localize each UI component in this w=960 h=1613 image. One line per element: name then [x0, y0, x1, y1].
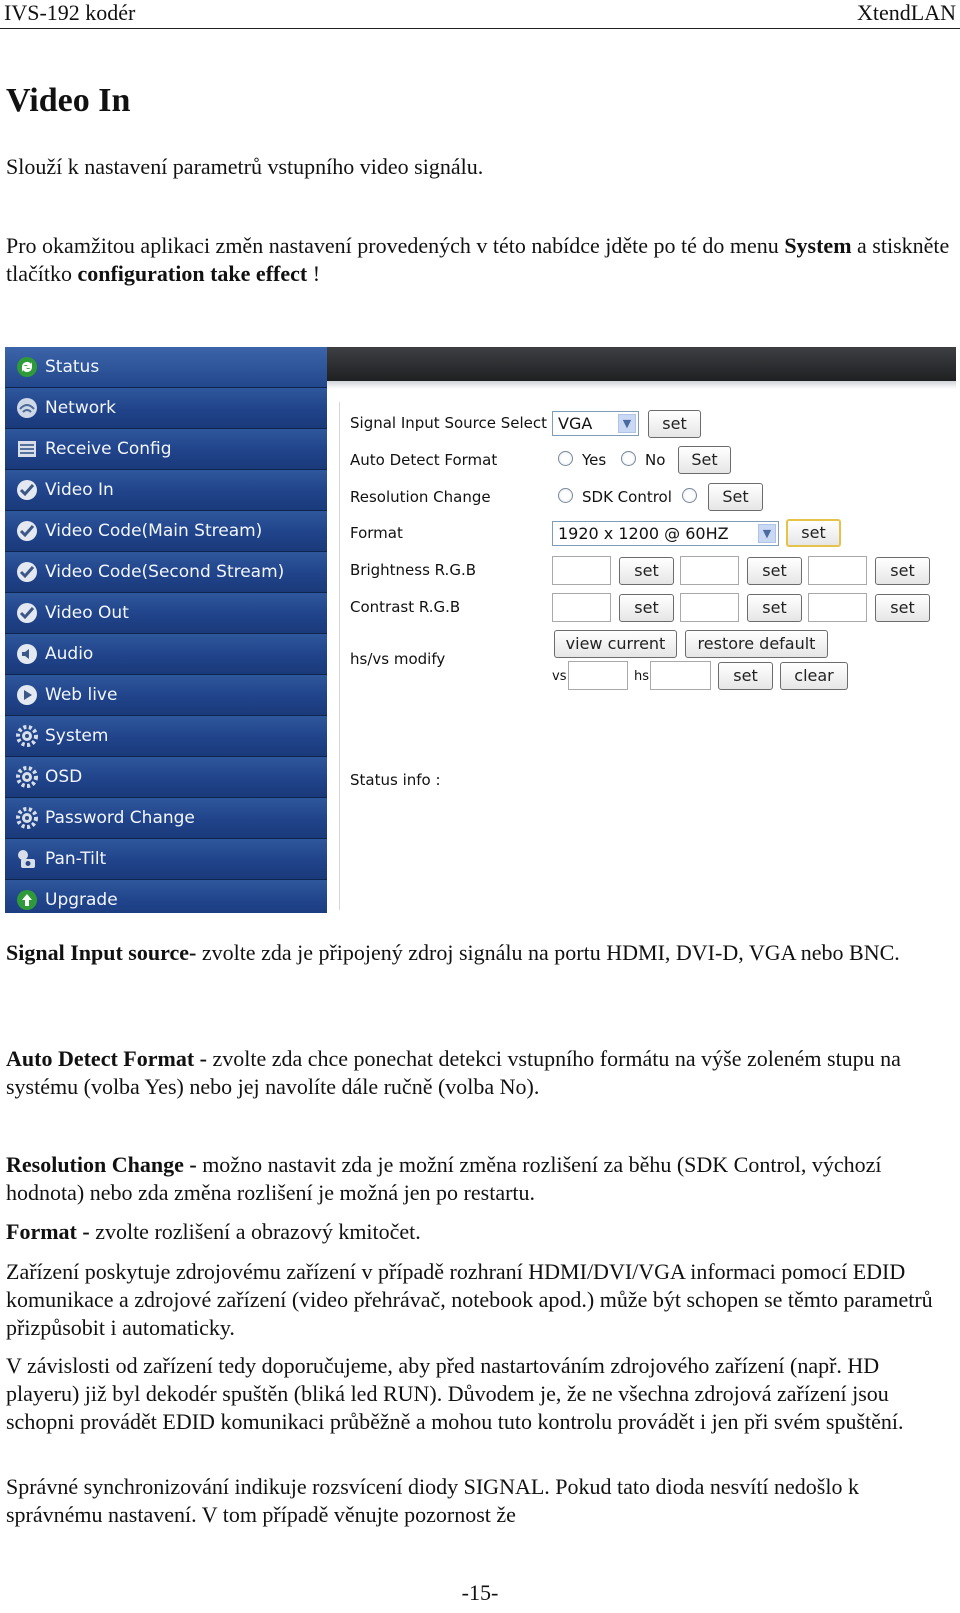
note-take-effect: configuration take effect — [77, 261, 308, 286]
sidebar-item-upgrade[interactable]: Upgrade — [5, 880, 327, 913]
status-info-label: Status info : — [350, 771, 441, 789]
check-icon — [15, 478, 39, 502]
sidebar-item-web-live[interactable]: Web live — [5, 675, 327, 716]
sidebar-item-audio[interactable]: Audio — [5, 634, 327, 675]
sidebar-item-video-in[interactable]: Video In — [5, 470, 327, 511]
contrast-b-input[interactable] — [808, 593, 867, 622]
view-current-button[interactable]: view current — [554, 630, 677, 658]
header-left: IVS-192 kodér — [4, 0, 136, 25]
sidebar-item-network[interactable]: Network — [5, 388, 327, 429]
camera-icon — [15, 847, 39, 871]
sidebar-item-video-code-main[interactable]: Video Code(Main Stream) — [5, 511, 327, 552]
resolution-set-button[interactable]: Set — [708, 483, 763, 511]
hs-input[interactable] — [650, 661, 711, 690]
sidebar-item-system[interactable]: System — [5, 716, 327, 757]
chevron-down-icon: ▼ — [758, 524, 776, 543]
brightness-r-input[interactable] — [552, 556, 611, 585]
contrast-label: Contrast R.G.B — [350, 598, 461, 616]
format-set-button[interactable]: set — [786, 519, 841, 547]
sync-paragraph: Správné synchronizování indikuje rozsvícení diody SIGNAL. Pokud tato dioda nesvítí nedošlo k správnému nastavení. V tom případě věnujte pozornost že — [6, 1474, 859, 1527]
recommend-paragraph: V závislosti od zařízení tedy doporučujeme, aby před nastartováním zdrojového zařízení (např. HD playeru) již byl dekodér spuštěn (bliká led RUN). Důvodem je, že ne všechna zdrojová zařízení jsou schopni provádět EDID komunikaci průběžně a mohou tuto kontrolu provádět i jen při svém spuštění. — [6, 1353, 904, 1434]
no-label: No — [645, 451, 666, 469]
format-paragraph: Format - zvolte rozlišení a obrazový kmitočet. — [6, 1219, 421, 1244]
auto-detect-set-button[interactable]: Set — [678, 446, 731, 474]
hsvs-clear-button[interactable]: clear — [780, 662, 848, 690]
contrast-g-set-button[interactable]: set — [747, 594, 802, 622]
refresh-icon — [15, 355, 39, 379]
gear-icon — [15, 724, 39, 748]
sidebar-item-video-out[interactable]: Video Out — [5, 593, 327, 634]
chevron-down-icon: ▼ — [618, 414, 636, 433]
contrast-r-set-button[interactable]: set — [619, 594, 674, 622]
format-label: Format — [350, 524, 403, 542]
page-number: -15- — [461, 1580, 499, 1605]
running-header — [0, 0, 960, 29]
sidebar-item-video-code-second[interactable]: Video Code(Second Stream) — [5, 552, 327, 593]
resolution-change-label: Resolution Change — [350, 488, 491, 506]
header-right: XtendLAN — [857, 0, 956, 25]
brightness-g-set-button[interactable]: set — [747, 557, 802, 585]
resolution-change-paragraph: Resolution Change - možno nastavit zda je možní změna rozlišení za běhu (SDK Control, výchozí hodnota) nebo zda změna rozlišení je možná jen po restartu. — [6, 1152, 882, 1205]
sidebar-item-osd[interactable]: OSD — [5, 757, 327, 798]
note-system: System — [784, 233, 852, 258]
signal-input-paragraph: Signal Input source- zvolte zda je připojený zdroj signálu na portu HDMI, DVI-D, VGA nebo BNC. — [6, 940, 900, 965]
resolution-other-radio[interactable] — [682, 488, 697, 503]
signal-input-label: Signal Input Source Select — [350, 414, 548, 432]
contrast-b-set-button[interactable]: set — [875, 594, 930, 622]
restore-default-button[interactable]: restore default — [685, 630, 828, 658]
page-title: Video In — [6, 82, 131, 119]
gear-icon — [15, 806, 39, 830]
upgrade-icon — [15, 888, 39, 912]
sidebar-item-pan-tilt[interactable]: Pan-Tilt — [5, 839, 327, 880]
check-icon — [15, 519, 39, 543]
check-icon — [15, 601, 39, 625]
auto-detect-no-radio[interactable] — [621, 451, 636, 466]
brightness-g-input[interactable] — [680, 556, 739, 585]
brightness-label: Brightness R.G.B — [350, 561, 477, 579]
web-ui-screenshot — [5, 347, 956, 913]
auto-detect-label: Auto Detect Format — [350, 451, 498, 469]
sidebar-item-status[interactable]: Status — [5, 347, 327, 388]
config-icon — [15, 437, 39, 461]
note-paragraph: Pro okamžitou aplikaci změn nastavení provedených v této nabídce jděte po té do menu System a stiskněte tlačítko configuration take effect ! — [6, 233, 950, 286]
brightness-r-set-button[interactable]: set — [619, 557, 674, 585]
contrast-r-input[interactable] — [552, 593, 611, 622]
auto-detect-paragraph: Auto Detect Format - zvolte zda chce ponechat detekci vstupního formátu na výše zoleném stupu na systému (volba Yes) nebo jej navolíte dále ručně (volba No). — [6, 1046, 901, 1099]
hs-label: hs — [634, 669, 650, 684]
play-icon — [15, 683, 39, 707]
sdk-control-label: SDK Control — [582, 488, 672, 506]
hsvs-set-button[interactable]: set — [718, 662, 773, 690]
format-select[interactable]: 1920 x 1200 @ 60HZ ▼ — [552, 521, 779, 546]
signal-input-set-button[interactable]: set — [648, 410, 701, 438]
sidebar-item-receive-config[interactable]: Receive Config — [5, 429, 327, 470]
edid-paragraph: Zařízení poskytuje zdrojovému zařízení v případě rozhraní HDMI/DVI/VGA informaci pomocí EDID komunikace a zdrojové zařízení (video přehrávač, notebook apod.) může být schopen se těmto parametrů přizpůsobit i automaticky. — [6, 1259, 933, 1340]
brightness-b-input[interactable] — [808, 556, 867, 585]
signal-input-select[interactable]: VGA ▼ — [552, 411, 639, 436]
sdk-control-radio[interactable] — [558, 488, 573, 503]
intro-text: Slouží k nastavení parametrů vstupního video signálu. — [6, 154, 484, 179]
gear-icon — [15, 765, 39, 789]
sidebar-item-password-change[interactable]: Password Change — [5, 798, 327, 839]
vs-input[interactable] — [568, 661, 628, 690]
vs-label: vs — [552, 669, 567, 684]
check-icon — [15, 560, 39, 584]
hsvs-modify-label: hs/vs modify — [350, 650, 446, 668]
network-icon — [15, 396, 39, 420]
contrast-g-input[interactable] — [680, 593, 739, 622]
sidebar — [5, 347, 327, 913]
audio-icon — [15, 642, 39, 666]
brightness-b-set-button[interactable]: set — [875, 557, 930, 585]
yes-label: Yes — [582, 451, 607, 469]
auto-detect-yes-radio[interactable] — [558, 451, 573, 466]
top-bar — [325, 347, 956, 381]
